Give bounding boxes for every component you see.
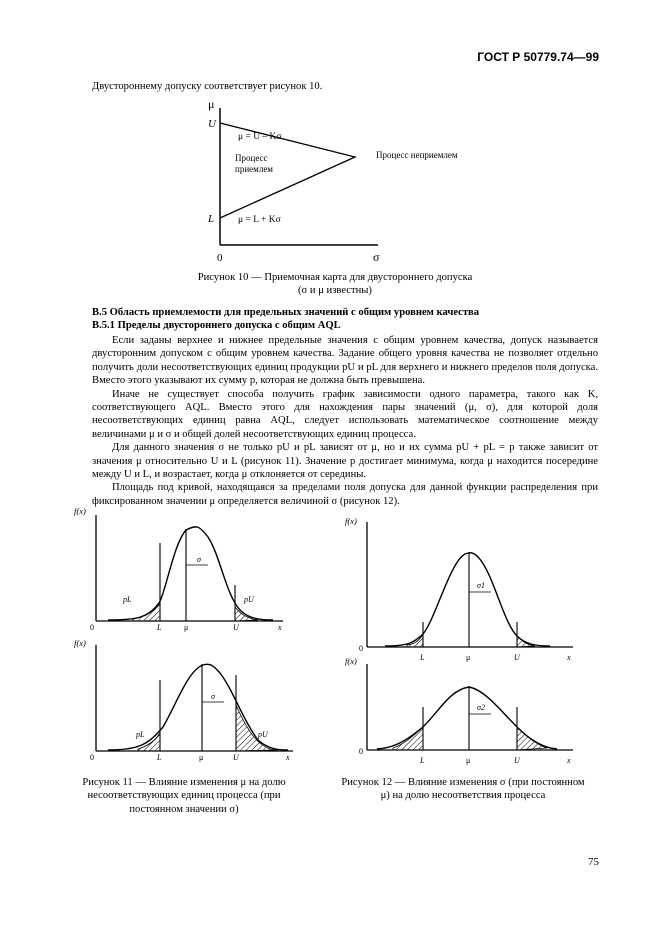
svg-text:μ: μ (199, 753, 204, 762)
svg-text:L: L (157, 623, 162, 632)
svg-text:L: L (420, 653, 425, 662)
fig10-U-label: U (208, 118, 216, 130)
svg-text:pU: pU (244, 595, 254, 604)
figure-11 (74, 505, 318, 775)
paragraph-3: Для данного значения σ не только pU и pL зависят от μ, но и их сумма pU + pL = p также зависит от значения μ относительно U и L (рисунок 11). Значение p достигает минимума, когда μ находится посередине между U и L, и возрастает, когда μ отклоняется от середины. (92, 442, 598, 481)
section-b51-heading: В.5.1 Пределы двустороннего допуска с общим AQL (92, 320, 341, 331)
svg-text:L: L (420, 756, 425, 765)
svg-text:0: 0 (90, 623, 94, 632)
svg-text:x: x (567, 653, 571, 662)
svg-text:x: x (278, 623, 282, 632)
svg-text:f(x): f(x) (74, 506, 86, 516)
svg-text:0: 0 (359, 644, 363, 653)
fig10-mu-label: μ (208, 97, 215, 111)
fig10-caption-line2: (σ и μ известны) (298, 285, 372, 297)
svg-text:μ: μ (466, 756, 471, 765)
svg-text:f(x): f(x) (345, 656, 357, 666)
svg-text:σ: σ (197, 555, 201, 564)
svg-text:x: x (567, 756, 571, 765)
svg-text:pL: pL (136, 730, 145, 739)
fig10-lower-equation: μ = L + Kσ (238, 215, 281, 225)
svg-text:f(x): f(x) (345, 516, 357, 526)
fig11-top-pL-area (133, 601, 160, 621)
intro-text: Двустороннему допуску соответствует рисунок 10. (92, 81, 323, 92)
fig10-accept-label-1: Процесс (235, 153, 268, 163)
svg-text:U: U (514, 653, 520, 662)
svg-text:U: U (514, 756, 520, 765)
fig12-top-curve (385, 553, 550, 646)
svg-text:0: 0 (359, 747, 363, 756)
paragraph-1: Если заданы верхнее и нижнее предельные значения с общим уровнем качества, допуск называется двусторонним допуском с общим уровнем качества. Задание общего уровня качества не позволяет отдельно получить доли несоответствующих единиц продукции pU и pL для верхнего и нижнего пределов поля допуска. Вместо этого указывают их сумму p, которая не должна быть превышена. (92, 335, 598, 387)
fig10-accept-label-2: приемлем (235, 164, 274, 174)
fig10-zero-label: 0 (217, 252, 223, 264)
svg-text:σ2: σ2 (477, 703, 485, 712)
svg-text:μ: μ (466, 653, 471, 662)
fig10-reject-label: Процесс неприемлем (376, 150, 458, 160)
svg-text:σ: σ (211, 692, 215, 701)
fig10-L-label: L (208, 213, 215, 225)
svg-text:μ: μ (184, 623, 189, 632)
section-b5-heading: В.5 Область приемлемости для предельных значений с общим уровнем качества (92, 307, 480, 318)
fig10-caption (150, 271, 520, 298)
fig11-top-curve (108, 527, 273, 620)
body-text (92, 334, 598, 508)
figure-12 (345, 512, 585, 772)
fig10-caption-line1: Рисунок 10 — Приемочная карта для двустороннего допуска (197, 272, 473, 283)
svg-text:pU: pU (258, 730, 268, 739)
svg-text:pL: pL (123, 595, 132, 604)
paragraph-4: Площадь под кривой, находящаяся за пределами поля допуска для данной функции распределения при фиксированном значении μ определяется величиной σ (рисунок 12). (92, 482, 598, 507)
svg-text:U: U (233, 623, 239, 632)
fig12-caption: Рисунок 12 — Влияние изменения σ (при постоянном μ) на долю несоответствия процесса (341, 777, 585, 802)
page-number: 75 (588, 856, 599, 868)
svg-text:f(x): f(x) (74, 638, 86, 648)
figure-10-acceptance-chart (190, 95, 530, 270)
svg-text:σ1: σ1 (477, 581, 485, 590)
fig10-upper-equation: μ = U – Kσ (238, 132, 282, 142)
paragraph-2: Иначе не существует способа получить график зависимости одного параметра, такого как K, соответствующего AQL. Вместо этого для нахождения пары значений (μ, σ), для которой доля несоответствующих единиц равна AQL, следует использовать математическое соотношение между величинами μ и σ и общей долей несоответствующих единиц процесса. (92, 388, 598, 440)
svg-text:x: x (286, 753, 290, 762)
svg-text:U: U (233, 753, 239, 762)
fig10-sigma-label: σ (373, 250, 380, 264)
fig11-caption: Рисунок 11 — Влияние изменения μ на долю несоответствующих единиц процесса (при постоянном значении σ) (82, 777, 286, 815)
svg-text:0: 0 (90, 753, 94, 762)
page-header: ГОСТ Р 50779.74—99 (477, 50, 599, 64)
svg-text:L: L (157, 753, 162, 762)
